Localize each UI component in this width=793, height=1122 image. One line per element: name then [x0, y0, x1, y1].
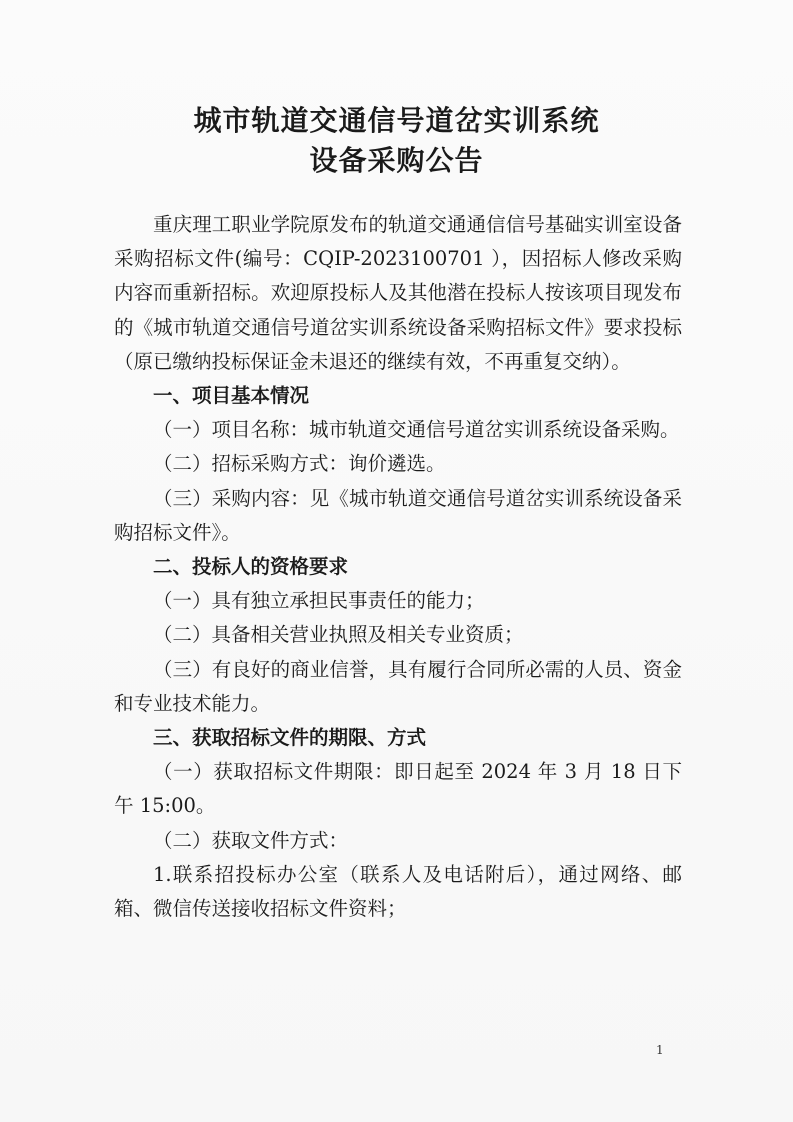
- section-3-item-2: （二）获取文件方式：: [153, 828, 349, 852]
- section-1-item-3: （三）采购内容：见《城市轨道交通信号道岔实训系统设备采购招标文件》。: [114, 486, 682, 544]
- document-title-line-1: 城市轨道交通信号道岔实训系统: [193, 104, 600, 137]
- section-3-item-1: （一）获取招标文件期限：即日起至 2024 年 3 月 18 日下午 15:00。: [114, 760, 682, 818]
- section-heading-3: 三、获取招标文件的期限、方式: [153, 726, 427, 750]
- page-number: 1: [656, 1043, 664, 1057]
- intro-paragraph: 重庆理工职业学院原发布的轨道交通通信信号基础实训室设备采购招标文件(编号：CQIP-2023100701 ），因招标人修改采购内容而重新招标。欢迎原投标人及其他潜在投标人按该项目现发布的《城市轨道交通信号道岔实训系统设备采购招标文件》要求投标（原已缴纳投标保证金未退还的继续有效，不再重复交纳）。: [114, 213, 682, 373]
- section-2-item-1: （一）具有独立承担民事责任的能力；: [153, 589, 485, 613]
- document-title-line-2: 设备采购公告: [309, 144, 484, 177]
- section-2-item-2: （二）具备相关营业执照及相关专业资质；: [153, 623, 524, 647]
- section-heading-2: 二、投标人的资格要求: [153, 555, 349, 579]
- section-1-item-2: （二）招标采购方式：询价遴选。: [153, 452, 446, 476]
- section-1-item-1: （一）项目名称：城市轨道交通信号道岔实训系统设备采购。: [153, 418, 680, 442]
- document-body: [114, 208, 682, 926]
- section-2-item-3: （三）有良好的商业信誉，具有履行合同所必需的人员、资金和专业技术能力。: [114, 657, 682, 715]
- section-3-item-3: 1.联系招投标办公室（联系人及电话附后），通过网络、邮箱、微信传送接收招标文件资料；: [114, 862, 682, 921]
- section-heading-1: 一、项目基本情况: [153, 384, 310, 408]
